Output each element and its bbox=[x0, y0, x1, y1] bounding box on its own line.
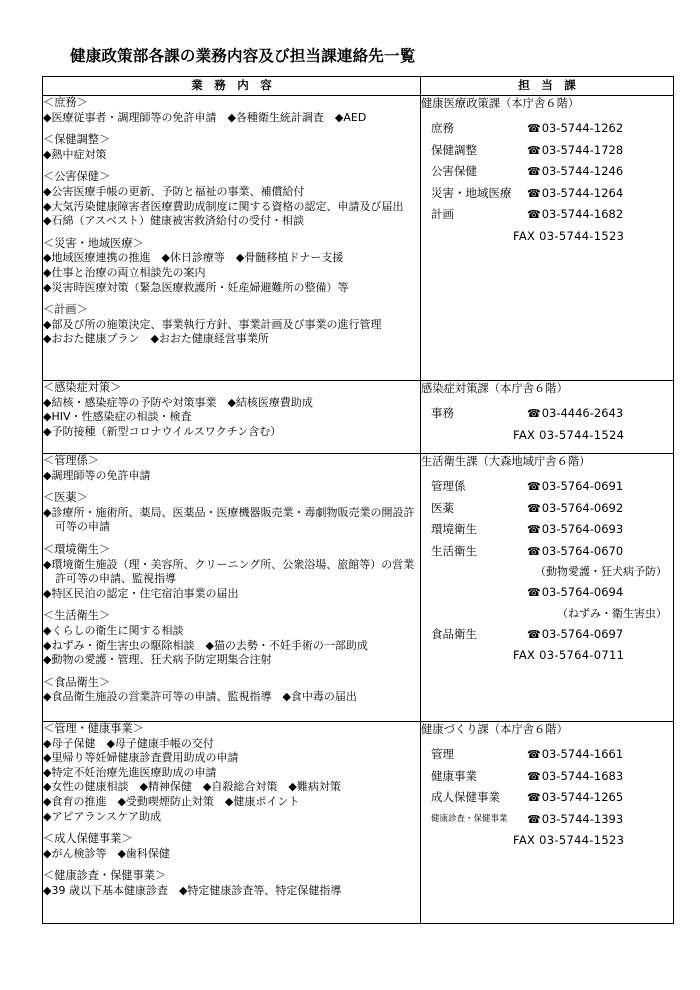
phone-number bbox=[527, 204, 673, 226]
business-cell bbox=[43, 381, 421, 454]
phone-icon: ☎ bbox=[527, 791, 541, 804]
contact-label: 計画 bbox=[431, 207, 454, 221]
phone-number bbox=[527, 582, 673, 604]
phone-value: 03-5744-1262 bbox=[541, 121, 624, 135]
contact-label: 健康診査・保健事業 bbox=[431, 813, 508, 824]
business-cell bbox=[43, 722, 421, 924]
table-row bbox=[43, 96, 674, 381]
business-group bbox=[43, 543, 420, 601]
phone-icon: ☎ bbox=[527, 812, 541, 826]
department-cell bbox=[421, 454, 674, 722]
header-business: 業 務 内 容 bbox=[43, 77, 421, 96]
phone-icon: ☎ bbox=[527, 122, 541, 135]
phone-number bbox=[527, 519, 673, 541]
group-title: ＜管理・健康事業＞ bbox=[43, 722, 144, 735]
department-name: 健康づくり課（本庁舎６階） bbox=[421, 723, 568, 736]
group-title: ＜災害・地域医療＞ bbox=[43, 236, 144, 250]
business-item: ◆特区民泊の認定・住宅宿泊事業の届出 bbox=[43, 586, 239, 600]
contact-row bbox=[421, 541, 673, 563]
table-row bbox=[43, 454, 674, 722]
business-group bbox=[43, 381, 420, 439]
phone-icon: ☎ bbox=[527, 407, 541, 420]
phone-number bbox=[527, 766, 673, 788]
phone-number bbox=[527, 183, 673, 205]
business-item: ◆特定不妊治療先進医療助成の申請 bbox=[43, 765, 217, 779]
phone-icon: ☎ bbox=[527, 208, 541, 221]
phone-value: 03-5744-1246 bbox=[541, 164, 624, 178]
contact-row bbox=[421, 582, 673, 604]
business-table bbox=[42, 76, 674, 924]
department-name: 健康医療政策課（本庁舎６階） bbox=[421, 97, 580, 110]
group-title: ＜健康診査・保健事業＞ bbox=[43, 869, 167, 883]
department-cell bbox=[421, 722, 674, 924]
business-group bbox=[43, 96, 420, 125]
business-cell bbox=[43, 96, 421, 381]
business-item: ◆結核・感染症等の予防や対策事業 ◆結核医療費助成 bbox=[43, 395, 313, 409]
phone-icon: ☎ bbox=[527, 748, 541, 761]
contact-label: 成人保健事業 bbox=[431, 790, 500, 804]
business-item: ◆おおた健康プラン ◆おおた健康経営事業所 bbox=[43, 332, 269, 346]
business-group bbox=[43, 869, 420, 898]
contact-label: 食品衛生 bbox=[431, 626, 477, 641]
table-header-row bbox=[43, 77, 674, 96]
business-item: ◆環境衛生施設（理・美容所、クリーニング所、公衆浴場、旅館等）の営業許可等の申請、監視指導 bbox=[43, 557, 415, 586]
contact-row bbox=[421, 624, 673, 646]
contact-row bbox=[421, 204, 673, 226]
business-item: ◆公害医療手帳の更新、予防と福祉の事業、補償給付 bbox=[43, 184, 305, 198]
group-title: ＜庶務＞ bbox=[43, 96, 88, 109]
business-group bbox=[43, 491, 420, 535]
business-cell bbox=[43, 454, 421, 722]
contact-label: 生活衛生 bbox=[431, 543, 477, 558]
business-group bbox=[43, 454, 420, 483]
phone-value: 03-5744-1264 bbox=[541, 185, 624, 200]
phone-number bbox=[527, 498, 673, 520]
table-row bbox=[43, 722, 674, 924]
business-group bbox=[43, 676, 420, 705]
phone-value: 03-5764-0697 bbox=[541, 626, 624, 641]
business-group bbox=[43, 170, 420, 228]
contact-row bbox=[421, 140, 673, 162]
phone-icon: ☎ bbox=[527, 544, 541, 558]
contact-row bbox=[421, 403, 673, 425]
group-title: ＜成人保健事業＞ bbox=[43, 832, 133, 846]
contact-row bbox=[421, 766, 673, 788]
group-title: ＜医薬＞ bbox=[43, 491, 88, 505]
business-group bbox=[43, 303, 420, 347]
fax-number: FAX 03-5744-1523 bbox=[513, 833, 625, 847]
business-item: ◆アピアランスケア助成 bbox=[43, 809, 162, 823]
phone-value: 03-5744-1265 bbox=[541, 790, 624, 804]
business-item: ◆医療従事者・調理師等の免許申請 ◆各種衛生統計調査 ◆AED bbox=[43, 110, 367, 124]
fax-number: FAX 03-5764-0711 bbox=[513, 648, 625, 662]
phone-icon: ☎ bbox=[527, 186, 541, 200]
group-title: ＜公害保健＞ bbox=[43, 170, 111, 184]
group-title: ＜環境衛生＞ bbox=[43, 542, 111, 556]
business-item: ◆大気汚染健康障害者医療費助成制度に関する資格の認定、申請及び届出 bbox=[43, 199, 404, 213]
group-title: ＜管理係＞ bbox=[43, 454, 99, 467]
phone-icon: ☎ bbox=[527, 165, 541, 178]
business-item: ◆診療所・施術所、薬局、医薬品・医療機器販売業・毒劇物販売業の開設許可等の申請 bbox=[43, 505, 415, 534]
business-group bbox=[43, 133, 420, 162]
phone-number bbox=[527, 161, 673, 183]
business-item: ◆HIV・性感染症の相談・検査 bbox=[43, 410, 192, 424]
department-name: 生活衛生課（大森地域庁舎６階） bbox=[421, 455, 591, 468]
contact-label: 環境衛生 bbox=[431, 522, 477, 536]
phone-icon: ☎ bbox=[527, 586, 541, 599]
business-item: ◆がん検診等 ◆歯科保健 bbox=[43, 846, 170, 860]
fax-number: FAX 03-5744-1523 bbox=[513, 228, 625, 243]
contact-label: 庶務 bbox=[431, 121, 454, 135]
phone-value: 03-5744-1393 bbox=[541, 811, 624, 826]
business-item: ◆くらしの衛生に関する相談 bbox=[43, 623, 184, 637]
contact-row bbox=[421, 498, 673, 520]
phone-icon: ☎ bbox=[527, 627, 541, 641]
business-group bbox=[43, 832, 420, 861]
phone-value: 03-5744-1682 bbox=[541, 207, 624, 221]
fax-number: FAX 03-5744-1524 bbox=[513, 427, 625, 442]
business-item: ◆災害時医療対策（緊急医療救護所・妊産婦避難所の整備）等 bbox=[43, 280, 349, 294]
department-cell bbox=[421, 96, 674, 381]
phone-number bbox=[527, 744, 673, 766]
phone-icon: ☎ bbox=[527, 143, 541, 157]
phone-value: 03-5764-0670 bbox=[541, 543, 624, 558]
phone-icon: ☎ bbox=[527, 769, 541, 783]
contact-row bbox=[421, 161, 673, 183]
business-item: ◆39 歳以下基本健康診査 ◆特定健康診査等、特定保健指導 bbox=[43, 883, 342, 897]
phone-number bbox=[527, 541, 673, 563]
business-item: ◆食育の推進 ◆受動喫煙防止対策 ◆健康ポイント bbox=[43, 794, 300, 808]
phone-icon: ☎ bbox=[527, 523, 541, 536]
business-item: ◆動物の愛護・管理、狂犬病予防定期集合注射 bbox=[43, 653, 272, 667]
business-item: ◆地域医療連携の推進 ◆休日診療等 ◆骨髄移植ドナー支援 bbox=[43, 251, 344, 265]
contact-label: 健康事業 bbox=[431, 768, 477, 783]
contact-label: 保健調整 bbox=[431, 142, 477, 157]
phone-value: 03-5744-1661 bbox=[541, 747, 624, 761]
phone-value: 03-5744-1728 bbox=[541, 142, 624, 157]
contact-row bbox=[421, 183, 673, 205]
phone-value: 03-5764-0693 bbox=[541, 522, 624, 536]
contact-note: （動物愛護・狂犬病予防） bbox=[535, 565, 667, 578]
group-title: ＜食品衛生＞ bbox=[43, 675, 111, 689]
phone-value: 03-5764-0692 bbox=[541, 500, 624, 515]
business-item: ◆部及び所の施策決定、事業執行方針、事業計画及び事業の進行管理 bbox=[43, 317, 382, 331]
business-item: ◆調理師等の免許申請 bbox=[43, 468, 151, 482]
business-item: ◆里帰り等妊婦健康診査費用助成の申請 bbox=[43, 751, 239, 765]
table-body bbox=[43, 96, 674, 924]
phone-number bbox=[527, 476, 673, 498]
contact-row bbox=[421, 476, 673, 498]
phone-icon: ☎ bbox=[527, 501, 541, 515]
phone-number bbox=[527, 809, 673, 831]
business-item: ◆仕事と治療の両立相談先の案内 bbox=[43, 265, 206, 279]
group-title: ＜保健調整＞ bbox=[43, 133, 111, 147]
contact-row bbox=[421, 809, 673, 831]
phone-value: 03-5764-0694 bbox=[541, 585, 624, 599]
contact-label bbox=[421, 582, 527, 604]
phone-icon: ☎ bbox=[527, 480, 541, 493]
group-title: ＜生活衛生＞ bbox=[43, 609, 111, 623]
business-item: ◆石綿（アスベスト）健康被害救済給付の受付・相談 bbox=[43, 214, 305, 228]
header-department: 担 当 課 bbox=[421, 77, 674, 96]
contact-label: 管理係 bbox=[431, 479, 466, 493]
contact-label: 医薬 bbox=[431, 500, 454, 515]
group-title: ＜感染症対策＞ bbox=[43, 381, 122, 394]
contact-label: 管理 bbox=[431, 747, 454, 761]
business-item: ◆ねずみ・衛生害虫の駆除相談 ◆猫の去勢・不妊手術の一部助成 bbox=[43, 638, 368, 652]
contact-label: 公害保健 bbox=[431, 164, 477, 178]
phone-number bbox=[527, 624, 673, 646]
contact-row bbox=[421, 787, 673, 809]
business-item: ◆予防接種（新型コロナウイルスワクチン含む） bbox=[43, 424, 282, 438]
business-group bbox=[43, 609, 420, 667]
phone-value: 03-4446-2643 bbox=[541, 406, 624, 420]
phone-number bbox=[527, 140, 673, 162]
phone-number bbox=[527, 403, 673, 425]
business-group bbox=[43, 237, 420, 295]
phone-number bbox=[527, 787, 673, 809]
business-item: ◆母子保健 ◆母子健康手帳の交付 bbox=[43, 736, 214, 750]
department-cell bbox=[421, 381, 674, 454]
contact-row bbox=[421, 744, 673, 766]
contact-row bbox=[421, 519, 673, 541]
table-row bbox=[43, 381, 674, 454]
business-item: ◆女性の健康相談 ◆精神保健 ◆自殺総合対策 ◆難病対策 bbox=[43, 780, 341, 794]
contact-label: 事務 bbox=[431, 406, 454, 420]
contact-row bbox=[421, 118, 673, 140]
page-title: 健康政策部各課の業務内容及び担当課連絡先一覧 bbox=[70, 47, 416, 65]
contact-label: 災害・地域医療 bbox=[431, 185, 512, 200]
group-title: ＜計画＞ bbox=[43, 303, 88, 317]
business-item: ◆熱中症対策 bbox=[43, 147, 107, 161]
department-name: 感染症対策課（本庁舎６階） bbox=[421, 382, 568, 395]
business-group bbox=[43, 722, 420, 824]
phone-number bbox=[527, 118, 673, 140]
business-item: ◆食品衛生施設の営業許可等の申請、監視指導 ◆食中毒の届出 bbox=[43, 690, 357, 704]
phone-value: 03-5764-0691 bbox=[541, 479, 624, 493]
phone-value: 03-5744-1683 bbox=[541, 768, 624, 783]
contact-note: （ねずみ・衛生害虫） bbox=[557, 606, 667, 620]
